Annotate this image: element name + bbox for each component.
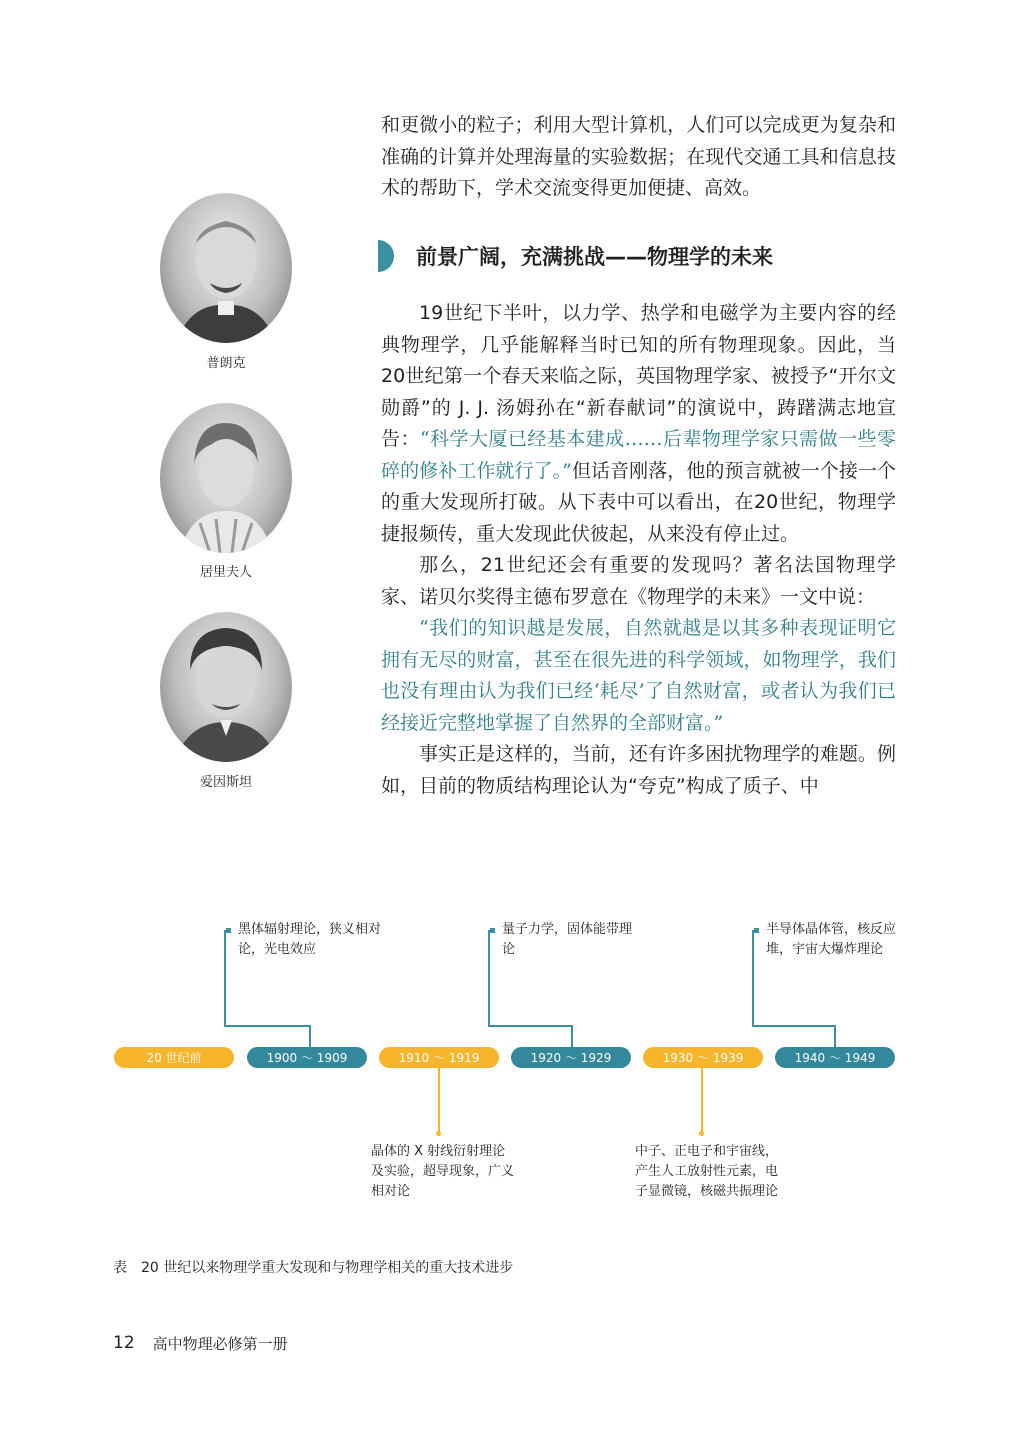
paragraph-1 [381,298,896,550]
intro-paragraph: 和更微小的粒子；利用大型计算机，人们可以完成更为复杂和准确的计算并处理海量的实验数据；在现代交通工具和信息技术的帮助下，学术交流变得更加便捷、高效。 [381,114,896,199]
timeline-period-pre-1900: 20 世纪前 [114,1047,234,1068]
event-1910s: 晶体的 X 射线衍射理论及实验，超导现象，广义相对论 [371,1144,515,1199]
connector-line [752,930,754,1027]
paragraph-1-start: 19世纪下半叶，以力学、热学和电磁学为主要内容的经典物理学，几乎能解释当时已知的所有物理现象。因此，当20世纪第一个春天来临之际，英国物理学家、被授予“开尔文勋爵”的 J. J. 汤姆孙在“新春献词”的演说中，踌躇满志地宣告： [381,302,896,450]
timeline-period-1900s: 1900 ～ 1909 [247,1047,367,1068]
page-footer [113,1333,288,1354]
book-title: 高中物理必修第一册 [152,1335,288,1353]
curie-caption: 居里夫人 [199,565,252,580]
thomson-quote: “科学大厦已经基本建成……后辈物理学家只需做一些零碎的修补工作就行了。” [381,428,896,482]
event-1940s: 半导体晶体管，核反应堆，宇宙大爆炸理论 [766,922,897,957]
section-heading [378,240,773,272]
timeline-period-1930s: 1930 ～ 1939 [643,1047,763,1068]
event-1900s: 黑体辐射理论，狭义相对论，光电效应 [238,922,382,957]
connector-line [488,930,490,1027]
body-text-block [381,298,896,802]
paragraph-4: 事实正是这样的，当前，还有许多困扰物理学的难题。例如，目前的物质结构理论认为“夸克”构成了质子、中 [381,743,896,797]
connector-line [224,1025,311,1027]
connector-dot-icon [699,1131,704,1136]
connector-line [701,1068,703,1136]
connector-line [488,1025,573,1027]
planck-caption: 普朗克 [206,356,246,371]
einstein-portrait-image [160,612,292,762]
connector-line [834,1025,836,1047]
connector-dot-icon [436,1131,441,1136]
timeline-period-1910s: 1910 ～ 1919 [379,1047,499,1068]
connector-line [438,1068,440,1136]
connector-dot-icon [490,928,495,933]
einstein-caption: 爱因斯坦 [199,775,252,790]
curie-portrait-image [160,403,292,553]
table-caption: 表 20 世纪以来物理学重大发现和与物理学相关的重大技术进步 [113,1260,514,1276]
event-1930s: 中子、正电子和宇宙线，产生人工放射性元素，电子显微镜，核磁共振理论 [635,1144,779,1199]
de-broglie-quote: “我们的知识越是发展，自然就越是以其多种表现证明它拥有无尽的财富，甚至在很先进的科学领域，如物理学，我们也没有理由认为我们已经‘耗尽’了自然财富，或者认为我们已经接近完整地掌握了自然界的全部财富。” [381,617,896,734]
section-heading-text: 前景广阔，充满挑战——物理学的未来 [416,245,773,269]
timeline-period-1940s: 1940 ～ 1949 [775,1047,895,1068]
page-number: 12 [113,1333,135,1353]
connector-line [571,1025,573,1047]
connector-line [224,930,226,1027]
paragraph-1-end: 但话音刚落，他的预言就被一个接一个的重大发现所打破。从下表中可以看出，在20世纪，物理学捷报频传，重大发现此伏彼起，从来没有停止过。 [381,459,896,545]
connector-line [309,1025,311,1047]
timeline-period-1920s: 1920 ～ 1929 [511,1047,631,1068]
event-1920s: 量子力学，固体能带理论 [502,922,633,957]
connector-dot-icon [754,928,759,933]
heading-marker-icon [378,240,394,272]
intro-paragraph-block [381,110,896,205]
planck-portrait-image [160,193,292,343]
connector-dot-icon [226,928,231,933]
paragraph-2: 那么，21世纪还会有重要的发现吗？著名法国物理学家、诺贝尔奖得主德布罗意在《物理学的未来》一文中说： [381,554,896,608]
connector-line [752,1025,836,1027]
